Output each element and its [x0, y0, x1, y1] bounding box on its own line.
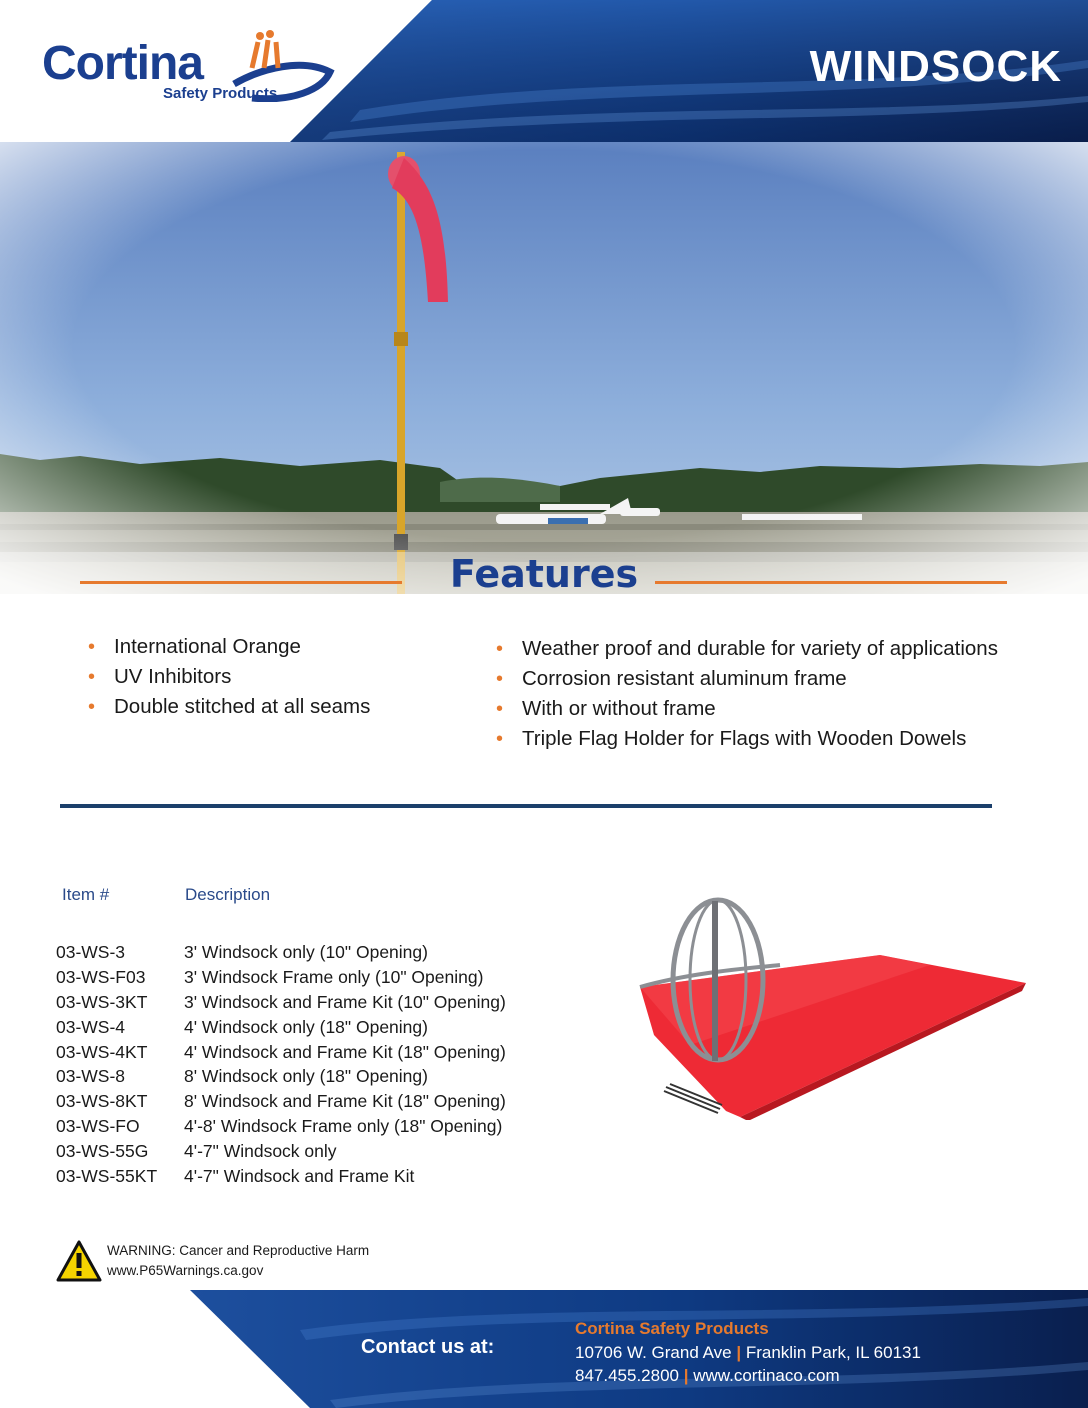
features-list-left: [88, 632, 370, 722]
company-contact: 847.455.2800 | www.cortinaco.com: [575, 1366, 840, 1385]
table-row: [56, 1164, 506, 1189]
prop65-warning: [107, 1241, 369, 1281]
item-code: 03-WS-4: [56, 1016, 126, 1037]
feature-item: • International Orange: [88, 632, 370, 662]
bullet-icon: •: [88, 636, 96, 658]
company-address: 10706 W. Grand Ave | Franklin Park, IL 60131: [575, 1343, 921, 1362]
column-header-item: Item #: [62, 885, 110, 904]
feature-item: • UV Inhibitors: [88, 662, 370, 692]
bullet-icon: •: [496, 638, 504, 660]
bullet-icon: •: [496, 728, 504, 750]
item-code: 03-WS-FO: [56, 1116, 140, 1137]
item-description: 8' Windsock only (18" Opening): [184, 1066, 428, 1087]
feature-item: • With or without frame: [496, 694, 998, 724]
item-description: 3' Windsock Frame only (10" Opening): [184, 966, 484, 987]
table-row: [56, 1139, 506, 1164]
warning-triangle-icon: [56, 1240, 102, 1282]
item-description: 4'-7" Windsock only: [184, 1141, 337, 1162]
table-row: [56, 940, 506, 965]
item-description: 4' Windsock and Frame Kit (18" Opening): [184, 1041, 506, 1062]
item-code: 03-WS-3: [56, 942, 126, 962]
item-code: 03-WS-4KT: [56, 1041, 148, 1062]
contact-label: Contact us at:: [361, 1336, 495, 1358]
item-description: 8' Windsock and Frame Kit (18" Opening): [184, 1091, 506, 1112]
column-header-description: Description: [185, 885, 271, 904]
table-row: [56, 1040, 506, 1065]
item-code: 03-WS-55KT: [56, 1166, 158, 1187]
table-row: [56, 990, 506, 1015]
item-code: 03-WS-8KT: [56, 1091, 148, 1112]
hero-windsock-photo: [0, 142, 1088, 594]
table-row: [56, 1015, 506, 1040]
feature-item: • Corrosion resistant aluminum frame: [496, 664, 998, 694]
item-description: 4'-7" Windsock and Frame Kit: [184, 1166, 415, 1187]
item-code: 03-WS-8: [56, 1066, 126, 1087]
feature-item: • Weather proof and durable for variety of applications: [496, 634, 998, 664]
warning-title: WARNING: Cancer and Reproductive Harm: [107, 1243, 370, 1258]
company-name: Cortina Safety Products: [575, 1319, 769, 1338]
contact-footer-band: [0, 1290, 1088, 1408]
product-table: [56, 940, 506, 1189]
phone-number: 847.455.2800: [575, 1366, 679, 1385]
section-divider: [60, 804, 992, 808]
item-code: 03-WS-55G: [56, 1141, 149, 1162]
table-row: [56, 1089, 506, 1114]
table-row: [56, 1064, 506, 1089]
website-link[interactable]: www.cortinaco.com: [693, 1366, 840, 1385]
brand-logo-text: Cortina: [42, 37, 203, 90]
page-header: [0, 0, 1088, 142]
item-code: 03-WS-F03: [56, 966, 146, 987]
item-code: 03-WS-3KT: [56, 991, 148, 1012]
features-list-right: [496, 634, 998, 754]
windsock-frame-product-image: [630, 895, 1030, 1120]
bullet-icon: •: [88, 666, 96, 688]
page-title: WINDSOCK: [809, 42, 1062, 91]
bullet-icon: •: [88, 696, 96, 718]
bullet-icon: •: [496, 668, 504, 690]
feature-item: • Triple Flag Holder for Flags with Wooden Dowels: [496, 724, 998, 754]
warning-url: www.P65Warnings.ca.gov: [107, 1263, 264, 1278]
item-description: 3' Windsock and Frame Kit (10" Opening): [184, 991, 506, 1012]
bullet-icon: •: [496, 698, 504, 720]
item-description: 4' Windsock only (18" Opening): [184, 1016, 428, 1037]
airfield-photo-image: [0, 142, 1088, 594]
features-heading: Features: [449, 552, 639, 596]
table-row: [56, 1114, 506, 1139]
item-description: 4'-8' Windsock Frame only (18" Opening): [184, 1116, 503, 1137]
feature-item: • Double stitched at all seams: [88, 692, 370, 722]
item-description: 3' Windsock only (10" Opening): [184, 942, 428, 962]
brand-logo-subtitle: Safety Products: [163, 85, 278, 102]
table-row: [56, 965, 506, 990]
